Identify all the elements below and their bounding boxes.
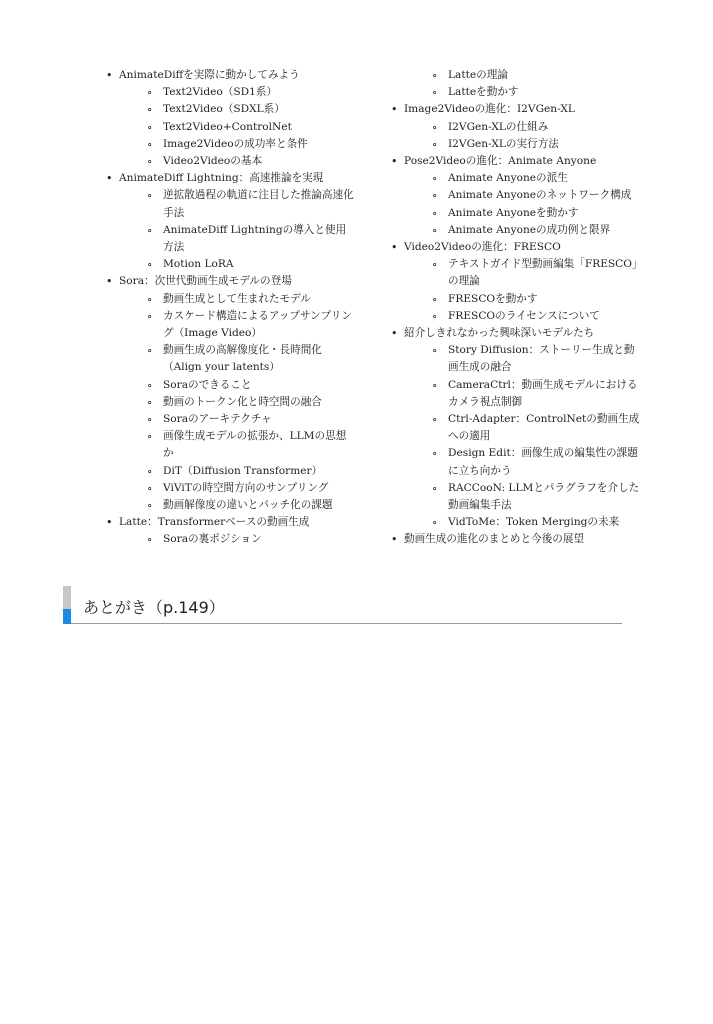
toc-subtopic: ∘ Text2Video+ControlNet xyxy=(106,119,356,136)
toc-subtopic: ∘ 動画のトークン化と時空間の融合 xyxy=(106,394,356,411)
toc-subtopic: ∘ Soraのアーキテクチャ xyxy=(106,411,356,428)
toc-subtopic: ∘ Design Edit：画像生成の編集性の課題に立ち向かう xyxy=(391,445,641,479)
toc-columns xyxy=(0,67,713,567)
toc-right-column xyxy=(391,67,641,549)
toc-subtopic: ∘ テキストガイド型動画編集「FRESCO」の理論 xyxy=(391,256,641,290)
toc-subtopic: ∘ 動画生成の高解像度化・長時間化（Align your latents） xyxy=(106,342,356,376)
toc-subtopic: ∘ DiT（Diffusion Transformer） xyxy=(106,463,356,480)
toc-topic: • AnimateDiffを実際に動かしてみよう xyxy=(106,67,356,84)
toc-left-list xyxy=(106,67,356,549)
toc-subtopic: ∘ Image2Videoの成功率と条件 xyxy=(106,136,356,153)
toc-subtopic: ∘ Animate Anyoneの派生 xyxy=(391,170,641,187)
toc-subtopic: ∘ VidToMe：Token Mergingの未来 xyxy=(391,514,641,531)
toc-topic: • 紹介しきれなかった興味深いモデルたち xyxy=(391,325,641,342)
toc-subtopic: ∘ Motion LoRA xyxy=(106,256,356,273)
toc-subtopic: ∘ 逆拡散過程の軌道に注目した推論高速化手法 xyxy=(106,187,356,221)
toc-topic: • AnimateDiff Lightning：高速推論を実現 xyxy=(106,170,356,187)
toc-subtopic: ∘ Soraの裏ポジション xyxy=(106,531,356,548)
toc-topic: • Video2Videoの進化：FRESCO xyxy=(391,239,641,256)
heading-accent-gray xyxy=(63,586,71,609)
toc-topic: • Sora：次世代動画生成モデルの登場 xyxy=(106,273,356,290)
toc-subtopic: ∘ FRESCOを動かす xyxy=(391,291,641,308)
toc-subtopic: ∘ AnimateDiff Lightningの導入と使用方法 xyxy=(106,222,356,256)
toc-subtopic: ∘ I2VGen-XLの実行方法 xyxy=(391,136,641,153)
toc-topic: • Image2Videoの進化：I2VGen-XL xyxy=(391,101,641,118)
toc-subtopic: ∘ I2VGen-XLの仕組み xyxy=(391,119,641,136)
toc-subtopic: ∘ 画像生成モデルの拡張か、LLMの思想か xyxy=(106,428,356,462)
toc-subtopic: ∘ カスケード構造によるアップサンプリング（Image Video） xyxy=(106,308,356,342)
section-heading xyxy=(63,586,622,624)
toc-subtopic: ∘ Latteを動かす xyxy=(391,84,641,101)
toc-subtopic: ∘ 動画解像度の違いとパッチ化の課題 xyxy=(106,497,356,514)
toc-topic: • Pose2Videoの進化：Animate Anyone xyxy=(391,153,641,170)
toc-subtopic: ∘ Animate Anyoneを動かす xyxy=(391,205,641,222)
toc-topic: • 動画生成の進化のまとめと今後の展望 xyxy=(391,531,641,548)
toc-subtopic: ∘ CameraCtrl：動画生成モデルにおけるカメラ視点制御 xyxy=(391,377,641,411)
toc-subtopic: ∘ Soraのできること xyxy=(106,377,356,394)
toc-subtopic: ∘ Animate Anyoneのネットワーク構成 xyxy=(391,187,641,204)
toc-subtopic: ∘ ViViTの時空間方向のサンプリング xyxy=(106,480,356,497)
toc-subtopic: ∘ Video2Videoの基本 xyxy=(106,153,356,170)
toc-subtopic: ∘ Text2Video（SDXL系） xyxy=(106,101,356,118)
toc-subtopic: ∘ Text2Video（SD1系） xyxy=(106,84,356,101)
section-heading-title: あとがき（p.149） xyxy=(83,598,225,617)
toc-subtopic: ∘ FRESCOのライセンスについて xyxy=(391,308,641,325)
heading-accent-blue xyxy=(63,609,71,624)
toc-subtopic: ∘ Ctrl-Adapter：ControlNetの動画生成への適用 xyxy=(391,411,641,445)
toc-topic: • Latte：Transformerベースの動画生成 xyxy=(106,514,356,531)
heading-underline xyxy=(71,623,622,624)
toc-subtopic: ∘ RACCooN: LLMとパラグラフを介した動画編集手法 xyxy=(391,480,641,514)
toc-subtopic: ∘ Latteの理論 xyxy=(391,67,641,84)
toc-subtopic: ∘ Story Diffusion：ストーリー生成と動画生成の融合 xyxy=(391,342,641,376)
toc-right-list xyxy=(391,67,641,549)
toc-subtopic: ∘ 動画生成として生まれたモデル xyxy=(106,291,356,308)
toc-left-column xyxy=(106,67,356,549)
toc-subtopic: ∘ Animate Anyoneの成功例と限界 xyxy=(391,222,641,239)
